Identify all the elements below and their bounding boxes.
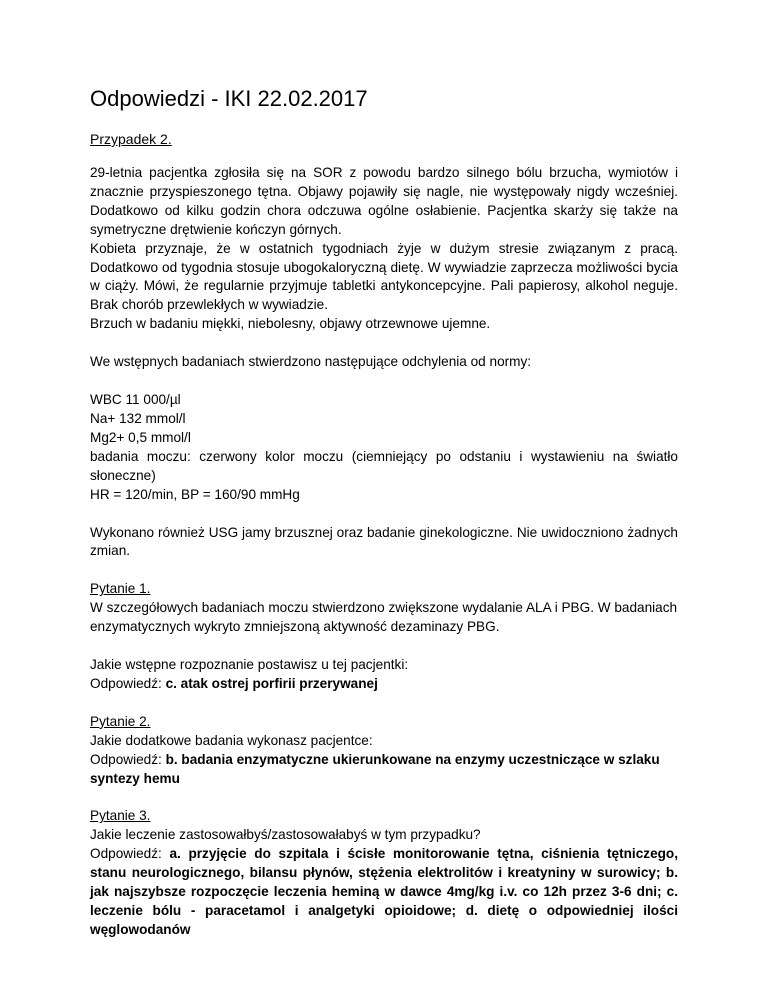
- finding-line: Mg2+ 0,5 mmol/l: [90, 429, 191, 445]
- answer-label: Odpowiedź:: [90, 675, 166, 691]
- question-heading: Pytanie 3.: [90, 808, 151, 824]
- answer-line: [90, 845, 678, 940]
- question-heading: Pytanie 1.: [90, 581, 151, 597]
- answer-text: c. atak ostrej porfirii przerywanej: [165, 675, 378, 691]
- description-paragraph: Kobieta przyznaje, że w ostatnich tygodniach żyje w dużym stresie związanym z pracą. Dodatkowo od tygodnia stosuje ubogokaloryczną dietę. W wywiadzie zaprzecza możliwości bycia w ciąży. Mówi, że regularnie przyjmuje tabletki antykoncepcyjne. Pali papierosy, alkohol neguje. Brak chorób przewlekłych w wywiadzie.: [90, 240, 678, 313]
- answer-text: b. badania enzymatyczne ukierunkowane na enzymy uczestniczące w szlaku syntezy hemu: [90, 751, 660, 786]
- finding-line: Na+ 132 mmol/l: [90, 410, 186, 426]
- answer-line: [90, 751, 678, 789]
- answer-label: Odpowiedź:: [90, 751, 166, 767]
- answer-line: [90, 675, 678, 694]
- answer-label: Odpowiedź:: [90, 846, 170, 862]
- description-paragraph: Brzuch w badaniu miękki, niebolesny, objawy otrzewnowe ujemne.: [90, 316, 491, 332]
- imaging-paragraph: Wykonano również USG jamy brzusznej oraz badanie ginekologiczne. Nie uwidoczniono żadnych zmian.: [90, 524, 678, 559]
- question-heading: Pytanie 2.: [90, 713, 151, 729]
- finding-line: WBC 11 000/µl: [90, 392, 181, 408]
- description-paragraph: 29-letnia pacjentka zgłosiła się na SOR z powodu bardzo silnego bólu brzucha, wymiotów i znacznie przyspieszonego tętna. Objawy pojawiły się nagle, nie występowały nigdy wcześniej. Dodatkowo od kilku godzin chora odczuwa ogólne osłabienie. Pacjentka skarży się także na symetryczne drętwienie kończyn górnych.: [90, 165, 678, 237]
- question-text: Jakie wstępne rozpoznanie postawisz u tej pacjentki:: [90, 657, 409, 673]
- finding-line: badania moczu: czerwony kolor moczu (ciemniejący po odstaniu i wystawieniu na światło słoneczne): [90, 448, 678, 483]
- question-text: Jakie leczenie zastosowałbyś/zastosowałabyś w tym przypadku?: [90, 827, 481, 843]
- findings-intro: We wstępnych badaniach stwierdzono następujące odchylenia od normy:: [90, 354, 532, 370]
- case-heading: Przypadek 2.: [90, 131, 172, 147]
- finding-line: HR = 120/min, BP = 160/90 mmHg: [90, 486, 300, 502]
- document-body: [90, 164, 678, 940]
- question-text: Jakie dodatkowe badania wykonasz pacjentce:: [90, 732, 373, 748]
- page-title: Odpowiedzi - IKI 22.02.2017: [90, 86, 368, 111]
- answer-text: a. przyjęcie do szpitala i ścisłe monitorowanie tętna, ciśnienia tętniczego, stanu neurologicznego, bilansu płynów, stężenia elektrolitów i kreatyniny w surowicy; b. jak najszybsze rozpoczęcie leczenia heminą w dawce 4mg/kg i.v. co 12h przez 3-6 dni; c. leczenie bólu - paracetamol i analgetyki opioidowe; d. dietę o odpowiedniej ilości węglowodanów: [90, 846, 679, 937]
- question-context: W szczegółowych badaniach moczu stwierdzono zwiększone wydalanie ALA i PBG. W badaniach enzymatycznych wykryto zmniejszoną aktywność dezaminazy PBG.: [90, 600, 678, 635]
